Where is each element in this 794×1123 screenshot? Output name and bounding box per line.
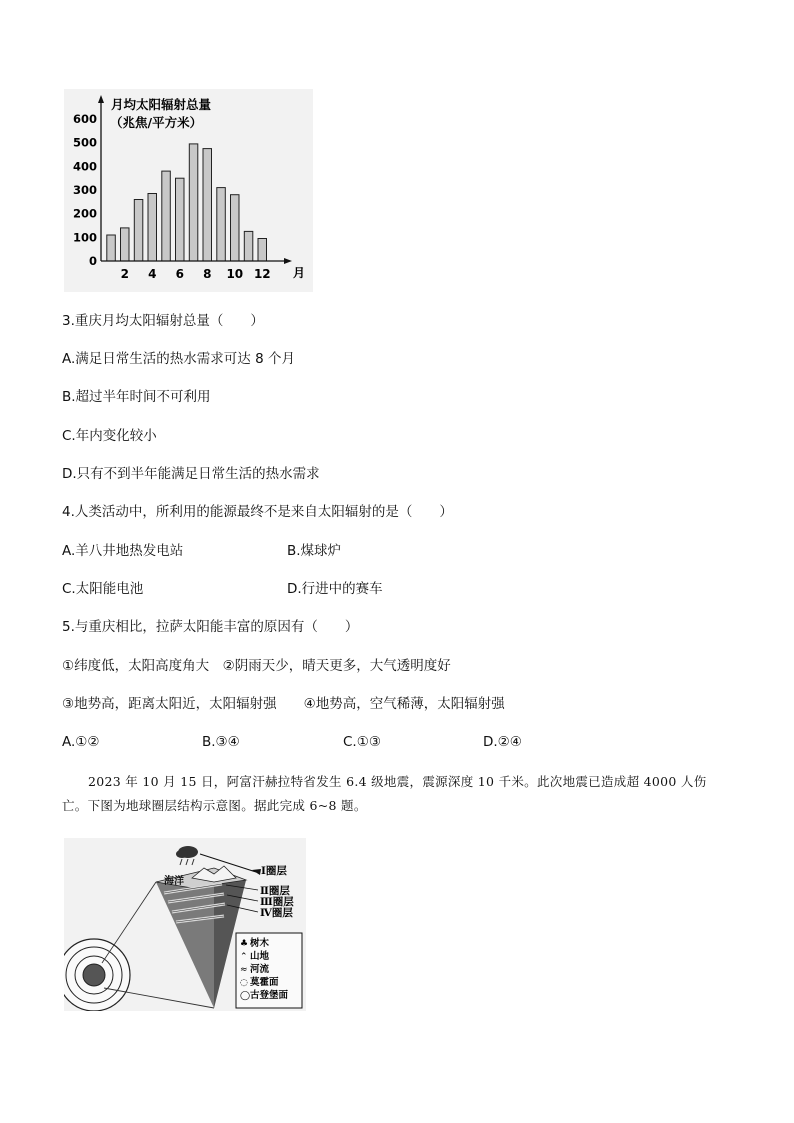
legend-mountain: 山地 <box>250 951 270 962</box>
mountain-icon: ⌃ <box>240 952 248 962</box>
question-5-stem: 5.与重庆相比，拉萨太阳能丰富的原因有（ ） <box>62 619 359 635</box>
x-tick-label: 8 <box>203 267 212 281</box>
earth-cross-section-icon <box>64 939 130 1011</box>
question-5-option-c[interactable]: C.①③ <box>343 734 381 750</box>
x-tick-label: 4 <box>148 267 157 281</box>
x-tick-label: 10 <box>226 267 244 281</box>
question-5-option-d[interactable]: D.②④ <box>483 734 522 750</box>
gutenberg-icon: ◯ <box>240 991 251 1001</box>
cloud-icon <box>176 846 198 865</box>
earthquake-passage: 2023 年 10 月 15 日，阿富汗赫拉特省发生 6.4 级地震，震源深度 10 千米。此次地震已造成超 4000 人伤亡。下图为地球圈层结构示意图。据此完成 6~8 题。 <box>62 774 707 813</box>
bar-month-7 <box>189 144 198 261</box>
y-axis-arrow <box>98 95 104 103</box>
x-tick-label: 2 <box>120 267 129 281</box>
chart-title: 月均太阳辐射总量 <box>111 97 212 112</box>
legend-gutenberg: 古登堡面 <box>250 990 289 1001</box>
bar-month-4 <box>148 194 157 262</box>
earth-layers-svg <box>64 838 306 1011</box>
x-axis-arrow <box>284 258 292 264</box>
question-4-option-d[interactable]: D.行进中的赛车 <box>287 581 383 597</box>
chart-subtitle: （兆焦/平方米） <box>110 115 203 130</box>
x-axis-label: 月 <box>293 266 306 280</box>
bar-month-12 <box>258 239 267 262</box>
question-5-statements-2: ③地势高，距离太阳近，太阳辐射强 ④地势高，空气稀薄，太阳辐射强 <box>62 696 505 712</box>
bar-chart-svg <box>64 89 313 292</box>
ocean-label: 海洋 <box>164 876 184 887</box>
y-tick-label: 500 <box>72 135 97 150</box>
river-icon: ≈ <box>240 965 248 975</box>
earth-layers-figure <box>64 838 306 1011</box>
solar-radiation-chart <box>64 89 313 292</box>
question-5-option-a[interactable]: A.①② <box>62 734 100 750</box>
question-3-option-c[interactable]: C.年内变化较小 <box>62 428 157 444</box>
y-tick-label: 0 <box>88 254 97 268</box>
layer-label-1: Ⅰ圈层 <box>261 865 287 877</box>
question-3-option-d[interactable]: D.只有不到半年能满足日常生活的热水需求 <box>62 466 320 482</box>
bar-month-10 <box>231 195 240 261</box>
layer-label-4: Ⅳ圈层 <box>260 907 293 919</box>
question-3-option-b[interactable]: B.超过半年时间不可利用 <box>62 389 211 405</box>
y-tick-label: 400 <box>72 159 97 174</box>
legend-river: 河流 <box>250 964 270 975</box>
y-tick-label: 200 <box>72 206 97 221</box>
question-4-option-c[interactable]: C.太阳能电池 <box>62 581 144 597</box>
x-tick-label: 6 <box>175 267 184 281</box>
question-3-stem: 3.重庆月均太阳辐射总量（ ） <box>62 313 264 329</box>
bar-month-6 <box>176 178 185 261</box>
tree-icon: ♣ <box>240 939 249 949</box>
bar-month-3 <box>134 200 143 262</box>
legend-tree: 树木 <box>250 938 270 949</box>
layer-label-3: Ⅲ圈层 <box>260 896 294 908</box>
x-tick-label: 12 <box>253 267 271 281</box>
question-3-option-a[interactable]: A.满足日常生活的热水需求可达 8 个月 <box>62 351 295 367</box>
question-5-option-b[interactable]: B.③④ <box>202 734 240 750</box>
question-4-option-a[interactable]: A.羊八井地热发电站 <box>62 543 184 559</box>
bar-month-1 <box>107 235 116 261</box>
y-tick-label: 100 <box>72 230 97 245</box>
question-4-stem: 4.人类活动中，所利用的能源最终不是来自太阳辐射的是（ ） <box>62 504 453 520</box>
question-4-option-b[interactable]: B.煤球炉 <box>287 543 342 559</box>
layer-label-2: Ⅱ圈层 <box>260 885 290 897</box>
bar-month-5 <box>162 171 171 261</box>
legend-moho: 莫霍面 <box>250 977 279 988</box>
bar-month-2 <box>121 228 130 261</box>
question-5-statements-1: ①纬度低，太阳高度角大 ②阴雨天少，晴天更多，大气透明度好 <box>62 658 451 674</box>
bar-month-8 <box>203 149 212 261</box>
crust-wedge-block <box>156 866 249 1008</box>
moho-icon: ◌ <box>240 978 248 988</box>
bar-month-9 <box>217 188 226 261</box>
y-tick-label: 300 <box>72 183 97 197</box>
y-tick-label: 600 <box>72 112 97 126</box>
bar-month-11 <box>244 231 253 261</box>
